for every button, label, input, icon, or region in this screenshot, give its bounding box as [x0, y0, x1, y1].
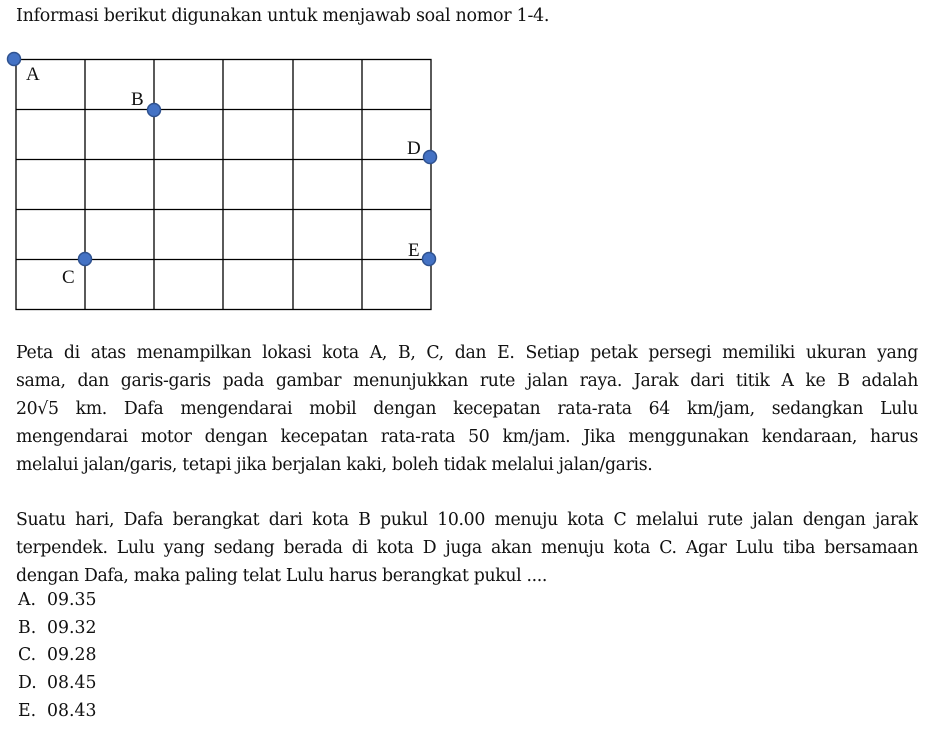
point-label-e: E: [408, 240, 420, 261]
intro-text: Informasi berikut digunakan untuk menjawab soal nomor 1-4.: [16, 6, 550, 26]
option-b[interactable]: [18, 618, 96, 638]
paragraph-line: mengendarai motor dengan kecepatan rata-rata 50 km/jam. Jika menggunakan kendaraan, harus: [16, 427, 918, 447]
point-b-dot: [148, 104, 161, 117]
option-value: 09.32: [47, 618, 97, 638]
option-value: 09.28: [47, 645, 97, 665]
problem-paragraph-2: [16, 506, 918, 590]
point-label-b: B: [131, 89, 144, 110]
option-letter: B.: [18, 618, 37, 638]
problem-paragraph-1: [16, 339, 918, 479]
point-c-dot: [79, 253, 92, 266]
point-a-dot: [8, 53, 21, 66]
point-d-dot: [424, 151, 437, 164]
option-letter: A.: [18, 590, 36, 610]
point-label-c: C: [62, 267, 75, 288]
option-e[interactable]: [18, 701, 96, 721]
option-letter: E.: [18, 701, 37, 721]
option-a[interactable]: [18, 590, 96, 610]
option-value: 09.35: [47, 590, 97, 610]
paragraph-line: sama, dan garis-garis pada gambar menunjukkan rute jalan raya. Jarak dari titik A ke B adalah: [16, 371, 918, 391]
option-d[interactable]: [18, 673, 96, 693]
paragraph-line: dengan Dafa, maka paling telat Lulu harus berangkat pukul ....: [16, 566, 548, 586]
option-c[interactable]: [18, 645, 96, 665]
paragraph-line: Suatu hari, Dafa berangkat dari kota B pukul 10.00 menuju kota C melalui rute jalan dengan jarak: [16, 510, 918, 530]
paragraph-line: Peta di atas menampilkan lokasi kota A, B, C, dan E. Setiap petak persegi memiliki ukuran yang: [16, 343, 918, 363]
paragraph-line: terpendek. Lulu yang sedang berada di kota D juga akan menuju kota C. Agar Lulu tiba bersamaan: [16, 538, 918, 558]
city-map: [0, 45, 460, 320]
point-label-a: A: [26, 64, 40, 85]
option-letter: D.: [18, 673, 37, 693]
map-grid: [16, 60, 431, 310]
paragraph-line: 20√5 km. Dafa mengendarai mobil dengan kecepatan rata-rata 64 km/jam, sedangkan Lulu: [16, 399, 918, 419]
point-e-dot: [423, 253, 436, 266]
option-value: 08.45: [47, 673, 97, 693]
option-value: 08.43: [47, 701, 97, 721]
point-label-d: D: [407, 138, 421, 159]
paragraph-line: melalui jalan/garis, tetapi jika berjalan kaki, boleh tidak melalui jalan/garis.: [16, 455, 653, 475]
option-letter: C.: [18, 645, 37, 665]
